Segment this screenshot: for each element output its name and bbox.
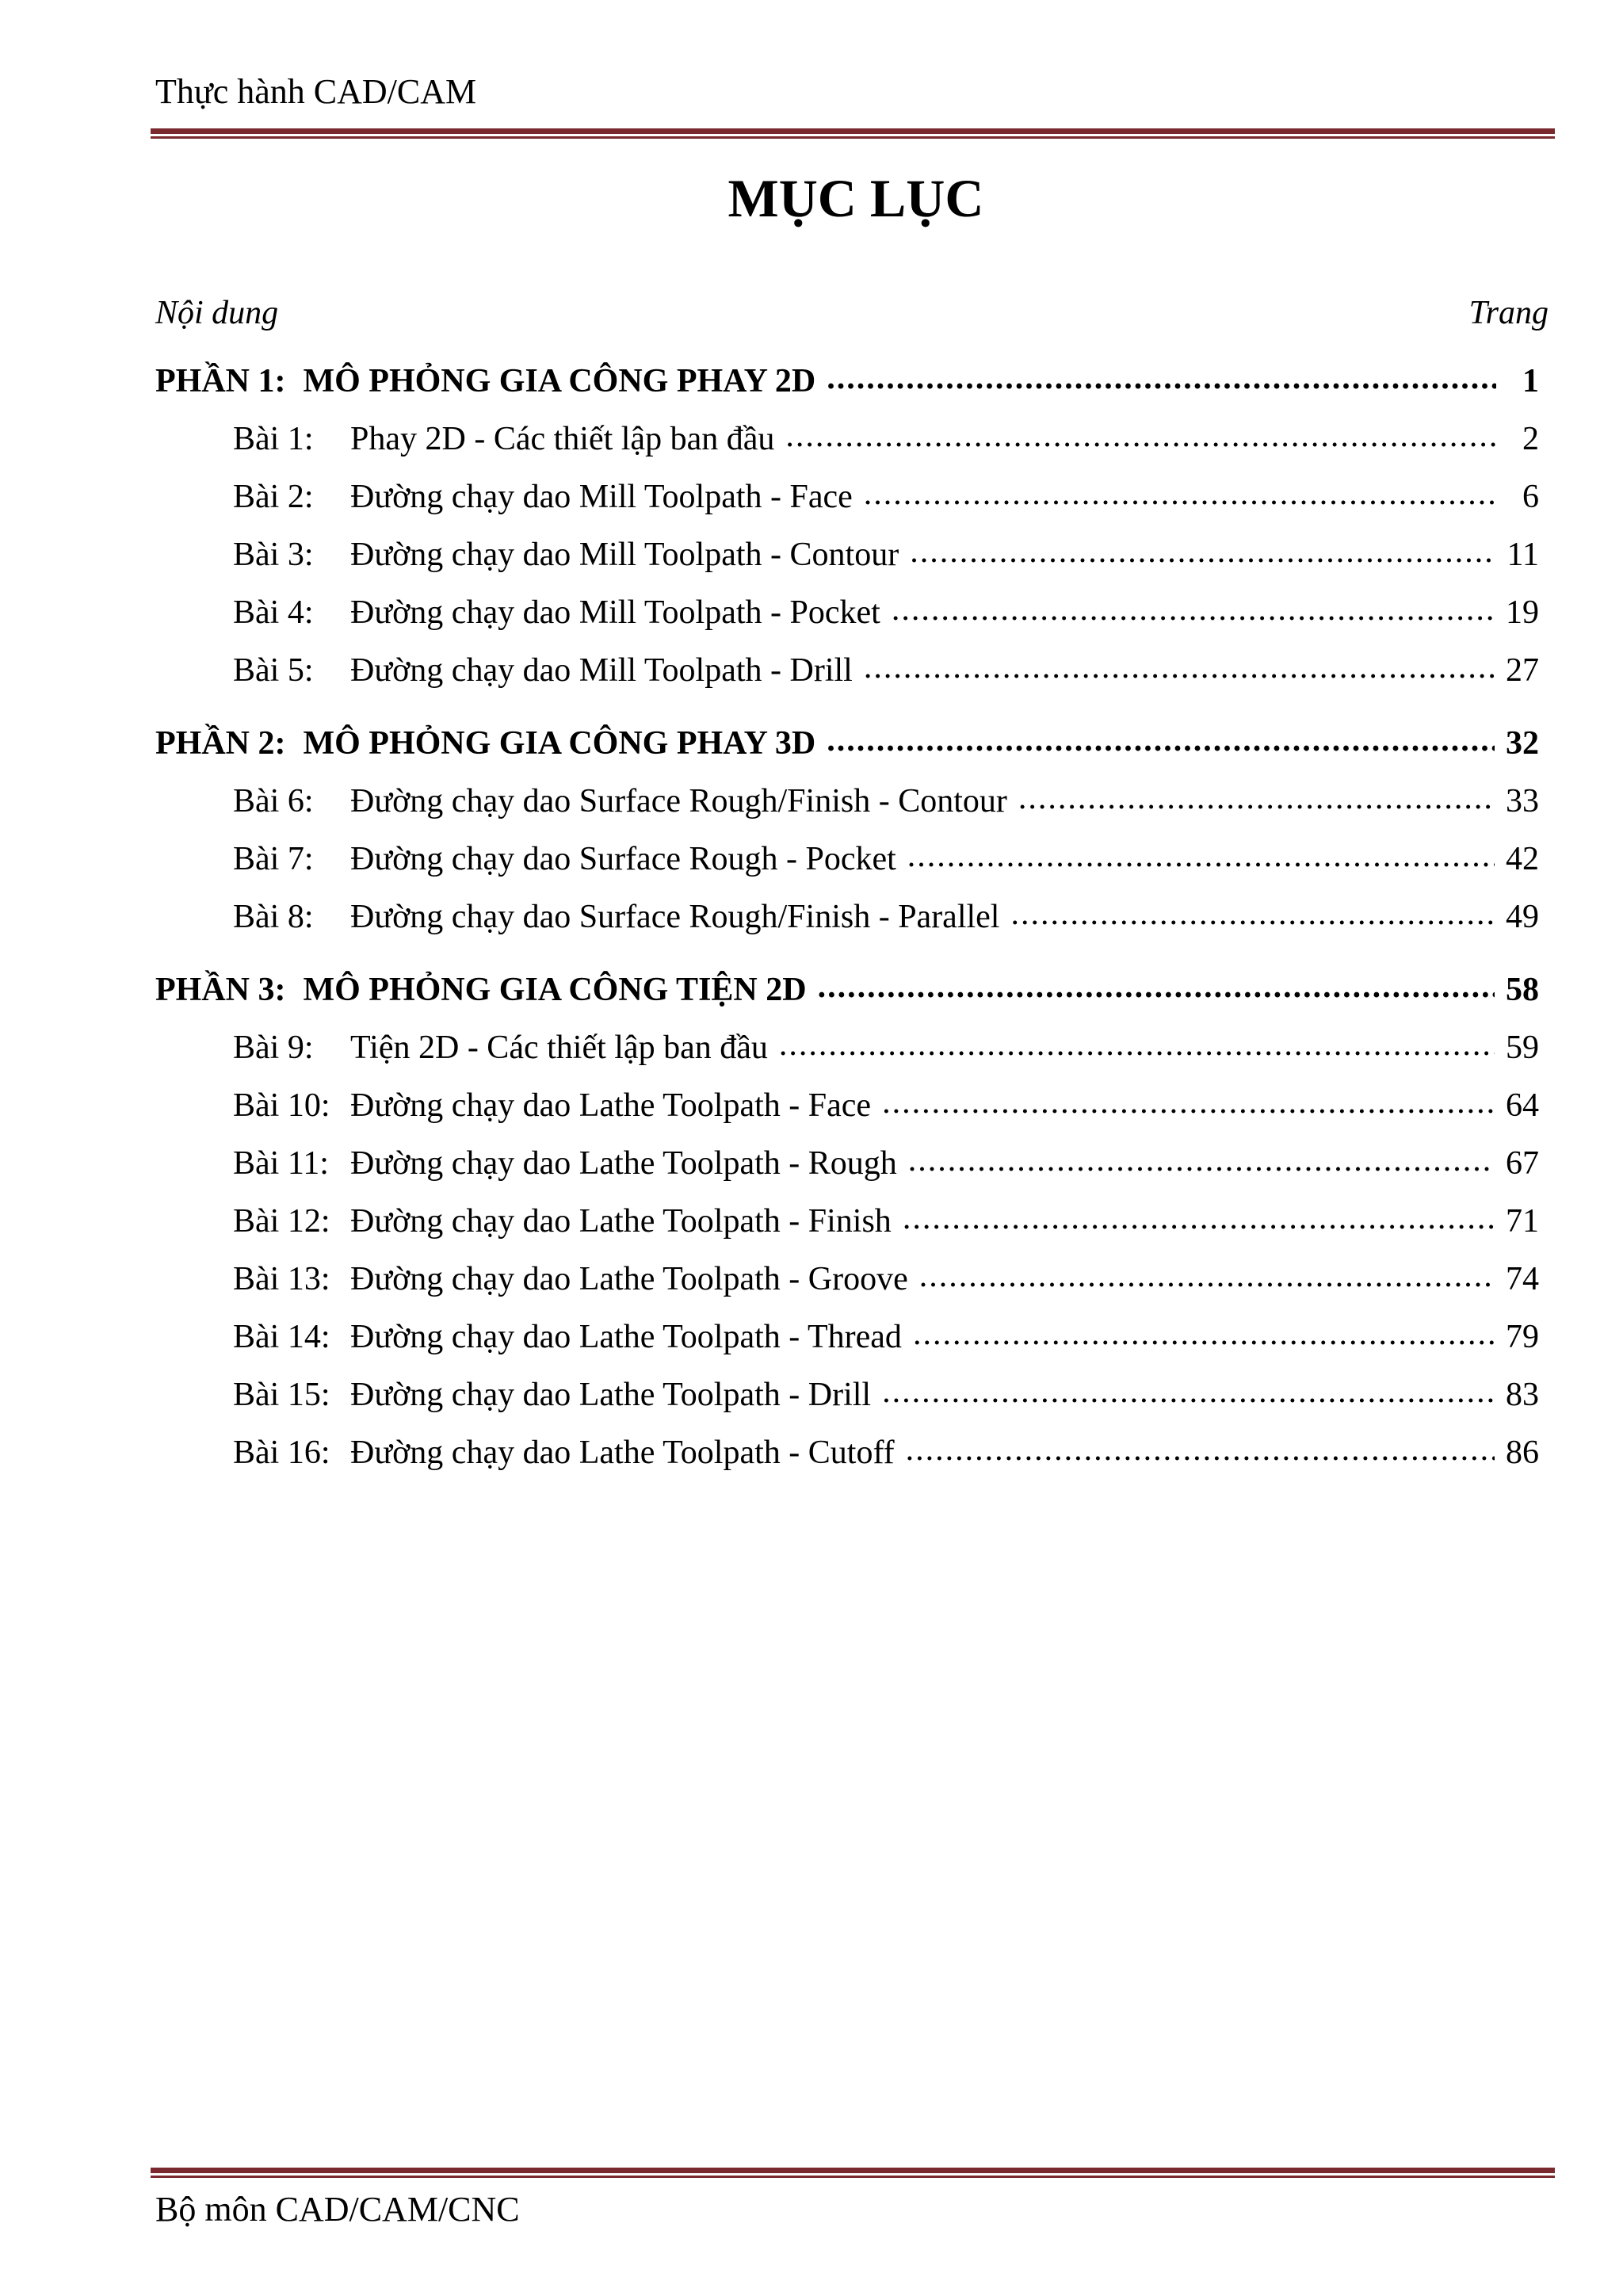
page-number: 27 bbox=[1506, 652, 1539, 689]
toc-lesson-2[interactable] bbox=[233, 480, 1539, 514]
page-number: 64 bbox=[1506, 1087, 1539, 1124]
lesson-label: Bài 8: bbox=[233, 899, 314, 935]
lesson-title: Đường chạy dao Lathe Toolpath - Finish bbox=[350, 1203, 892, 1240]
page-number: 79 bbox=[1506, 1319, 1539, 1355]
page-number: 74 bbox=[1506, 1261, 1539, 1297]
toc-lesson-4[interactable] bbox=[233, 596, 1539, 629]
running-footer: Bộ môn CAD/CAM/CNC bbox=[155, 2190, 520, 2229]
part-title: MÔ PHỎNG GIA CÔNG PHAY 3D bbox=[303, 725, 816, 762]
lesson-label: Bài 12: bbox=[233, 1203, 330, 1240]
column-header-content: Nội dung bbox=[155, 295, 279, 331]
lesson-title: Đường chạy dao Mill Toolpath - Pocket bbox=[350, 594, 880, 631]
dot-leader bbox=[910, 541, 1495, 565]
page-number: 11 bbox=[1507, 537, 1539, 573]
lesson-title: Đường chạy dao Surface Rough/Finish - Contour bbox=[350, 783, 1007, 819]
lesson-title: Đường chạy dao Mill Toolpath - Face bbox=[350, 479, 853, 515]
toc-part-2[interactable] bbox=[155, 727, 1539, 760]
lesson-title: Tiện 2D - Các thiết lập ban đầu bbox=[350, 1030, 768, 1066]
lesson-label: Bài 11: bbox=[233, 1145, 329, 1182]
dot-leader bbox=[827, 730, 1495, 754]
dot-leader bbox=[913, 1324, 1495, 1347]
lesson-title: Đường chạy dao Lathe Toolpath - Rough bbox=[350, 1145, 897, 1182]
page-number: 33 bbox=[1506, 783, 1539, 819]
dot-leader bbox=[864, 483, 1496, 507]
page-number: 42 bbox=[1506, 841, 1539, 877]
toc-lesson-7[interactable] bbox=[233, 842, 1539, 876]
header-rule bbox=[151, 128, 1555, 139]
dot-leader bbox=[908, 1150, 1495, 1174]
page-number: 71 bbox=[1506, 1203, 1539, 1240]
lesson-title: Đường chạy dao Mill Toolpath - Contour bbox=[350, 537, 899, 573]
part-title: MÔ PHỎNG GIA CÔNG TIỆN 2D bbox=[303, 972, 807, 1008]
dot-leader bbox=[892, 599, 1495, 623]
toc-lesson-11[interactable] bbox=[233, 1147, 1539, 1180]
dot-leader bbox=[906, 1439, 1495, 1463]
lesson-label: Bài 5: bbox=[233, 652, 314, 689]
toc-lesson-8[interactable] bbox=[233, 900, 1539, 934]
page-number: 67 bbox=[1506, 1145, 1539, 1182]
lesson-label: Bài 13: bbox=[233, 1261, 330, 1297]
lesson-label: Bài 3: bbox=[233, 537, 314, 573]
lesson-label: Bài 14: bbox=[233, 1319, 330, 1355]
page-number: 19 bbox=[1506, 594, 1539, 631]
dot-leader bbox=[919, 1266, 1495, 1289]
page-number: 83 bbox=[1506, 1377, 1539, 1413]
page-title: MỤC LỤC bbox=[727, 168, 984, 228]
toc-lesson-9[interactable] bbox=[233, 1031, 1539, 1064]
dot-leader bbox=[785, 426, 1496, 449]
page-number: 6 bbox=[1522, 479, 1539, 515]
lesson-title: Đường chạy dao Lathe Toolpath - Thread bbox=[350, 1319, 902, 1355]
toc-part-3[interactable] bbox=[155, 973, 1539, 1007]
dot-leader bbox=[1018, 788, 1495, 812]
page-number: 2 bbox=[1522, 421, 1539, 457]
page-number: 59 bbox=[1506, 1030, 1539, 1066]
toc-lesson-1[interactable] bbox=[233, 422, 1539, 456]
dot-leader bbox=[1010, 904, 1495, 927]
toc-lesson-16[interactable] bbox=[233, 1436, 1539, 1469]
running-header: Thực hành CAD/CAM bbox=[155, 72, 477, 111]
page-number: 32 bbox=[1506, 725, 1539, 762]
dot-leader bbox=[882, 1092, 1495, 1116]
dot-leader bbox=[882, 1381, 1495, 1405]
lesson-title: Đường chạy dao Lathe Toolpath - Face bbox=[350, 1087, 872, 1124]
dot-leader bbox=[864, 657, 1495, 681]
dot-leader bbox=[818, 976, 1495, 1000]
lesson-title: Đường chạy dao Surface Rough - Pocket bbox=[350, 841, 896, 877]
dot-leader bbox=[827, 368, 1496, 392]
part-title: MÔ PHỎNG GIA CÔNG PHAY 2D bbox=[303, 363, 816, 399]
lesson-label: Bài 9: bbox=[233, 1030, 314, 1066]
dot-leader bbox=[779, 1034, 1495, 1058]
column-header-page: Trang bbox=[1468, 295, 1549, 331]
lesson-label: Bài 10: bbox=[233, 1087, 330, 1124]
toc-lesson-5[interactable] bbox=[233, 654, 1539, 687]
toc-lesson-13[interactable] bbox=[233, 1263, 1539, 1296]
lesson-title: Phay 2D - Các thiết lập ban đầu bbox=[350, 421, 775, 457]
toc-part-1[interactable] bbox=[155, 365, 1539, 398]
page-number: 58 bbox=[1506, 972, 1539, 1008]
toc-lesson-3[interactable] bbox=[233, 538, 1539, 571]
dot-leader bbox=[907, 846, 1495, 869]
lesson-label: Bài 4: bbox=[233, 594, 314, 631]
toc-lesson-6[interactable] bbox=[233, 785, 1539, 818]
part-label: PHẦN 3: bbox=[155, 972, 286, 1008]
lesson-label: Bài 2: bbox=[233, 479, 314, 515]
lesson-title: Đường chạy dao Lathe Toolpath - Drill bbox=[350, 1377, 872, 1413]
lesson-title: Đường chạy dao Mill Toolpath - Drill bbox=[350, 652, 853, 689]
part-label: PHẦN 1: bbox=[155, 363, 286, 399]
lesson-label: Bài 7: bbox=[233, 841, 314, 877]
toc-lesson-10[interactable] bbox=[233, 1089, 1539, 1122]
dot-leader bbox=[903, 1208, 1495, 1232]
footer-rule bbox=[151, 2168, 1555, 2178]
toc-lesson-12[interactable] bbox=[233, 1205, 1539, 1238]
lesson-title: Đường chạy dao Surface Rough/Finish - Parallel bbox=[350, 899, 1000, 935]
lesson-title: Đường chạy dao Lathe Toolpath - Groove bbox=[350, 1261, 908, 1297]
lesson-label: Bài 1: bbox=[233, 421, 314, 457]
toc-lesson-15[interactable] bbox=[233, 1378, 1539, 1412]
part-label: PHẦN 2: bbox=[155, 725, 286, 762]
page-number: 49 bbox=[1506, 899, 1539, 935]
page-number: 1 bbox=[1522, 363, 1539, 399]
lesson-label: Bài 16: bbox=[233, 1435, 330, 1471]
lesson-title: Đường chạy dao Lathe Toolpath - Cutoff bbox=[350, 1435, 895, 1471]
page-number: 86 bbox=[1506, 1435, 1539, 1471]
toc-lesson-14[interactable] bbox=[233, 1320, 1539, 1354]
lesson-label: Bài 6: bbox=[233, 783, 314, 819]
lesson-label: Bài 15: bbox=[233, 1377, 330, 1413]
